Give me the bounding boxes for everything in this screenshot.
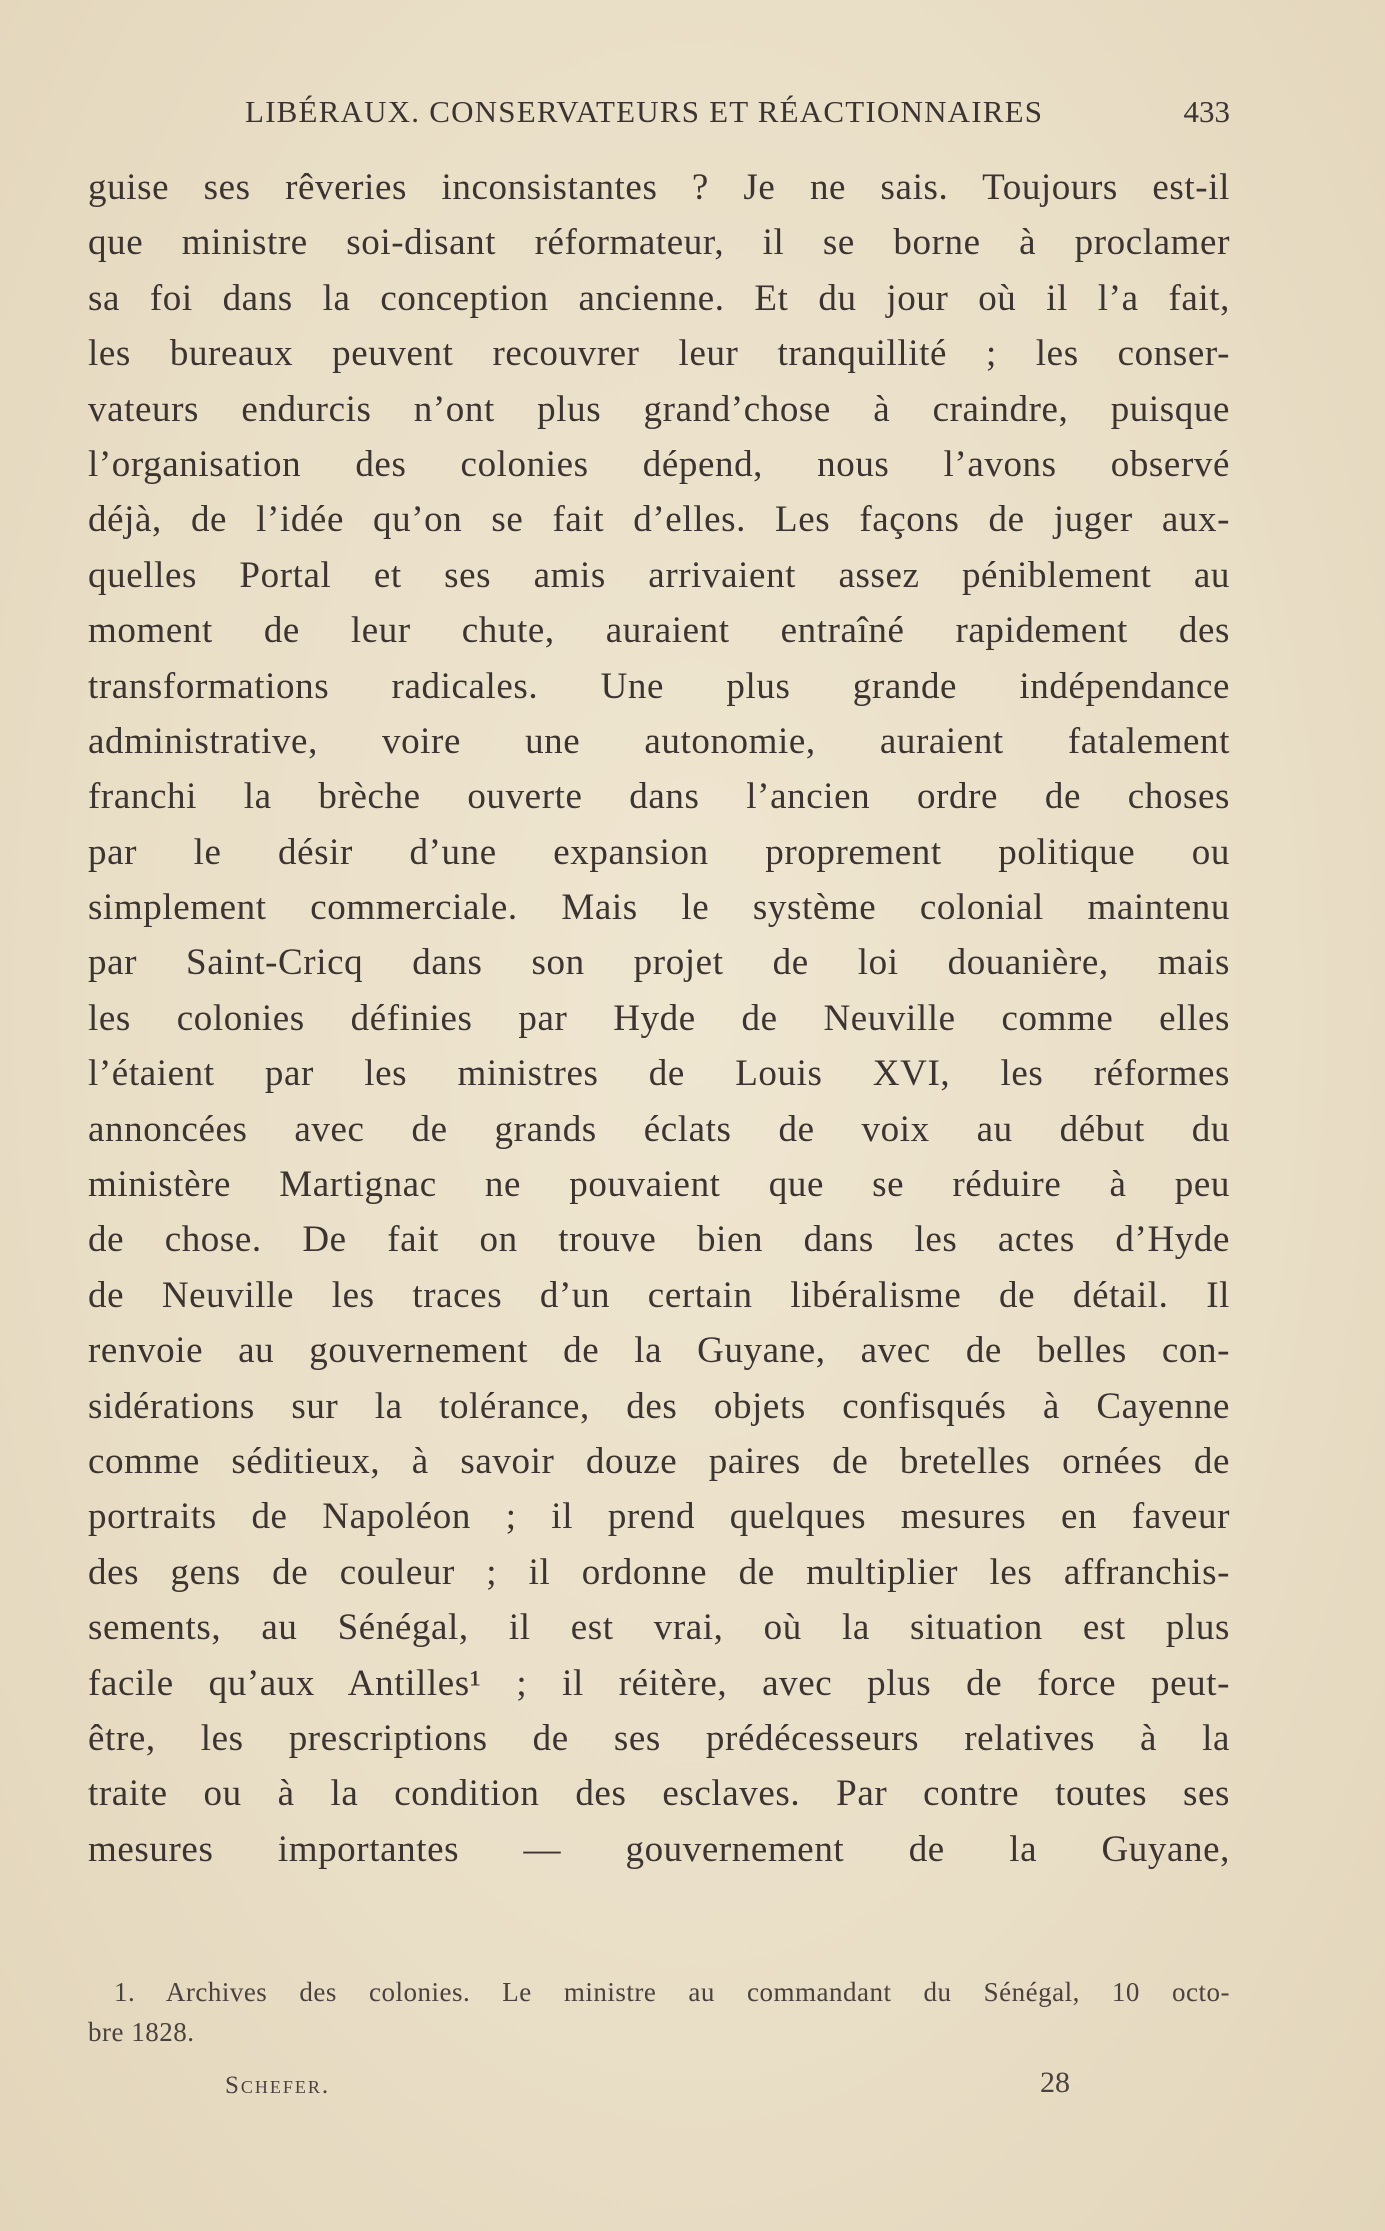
text-line: déjà, de l’idée qu’on se fait d’elles. Les façons de juger aux- [88, 499, 1230, 541]
text-line: franchi la brèche ouverte dans l’ancien ordre de choses [88, 776, 1230, 818]
footnote-line: bre 1828. [88, 2017, 195, 2047]
text-line: administrative, voire une autonomie, auraient fatalement [88, 720, 1230, 762]
body-text [88, 160, 1230, 1877]
text-line: renvoie au gouvernement de la Guyane, avec de belles con- [88, 1330, 1230, 1372]
text-line: mesures importantes — gouvernement de la Guyane, [88, 1828, 1230, 1870]
page-number: 433 [1183, 94, 1230, 129]
sheet-number: 28 [1040, 2066, 1070, 2099]
text-line: simplement commerciale. Mais le système colonial maintenu [88, 887, 1230, 929]
text-line: traite ou à la condition des esclaves. Par contre toutes ses [88, 1773, 1230, 1815]
text-line: facile qu’aux Antilles¹ ; il réitère, avec plus de force peut- [88, 1662, 1230, 1704]
footnote [88, 1972, 1230, 2052]
text-line: que ministre soi-disant réformateur, il se borne à proclamer [88, 222, 1230, 264]
text-line: comme séditieux, à savoir douze paires de bretelles ornées de [88, 1440, 1230, 1482]
text-line: moment de leur chute, auraient entraîné rapidement des [88, 610, 1230, 652]
text-line: vateurs endurcis n’ont plus grand’chose à craindre, puisque [88, 388, 1230, 430]
text-line: ministère Martignac ne pouvaient que se réduire à peu [88, 1164, 1230, 1206]
text-line: être, les prescriptions de ses prédécesseurs relatives à la [88, 1717, 1230, 1759]
page-header [88, 88, 1230, 138]
footnote-line: 1. Archives des colonies. Le ministre au commandant du Sénégal, 10 octo- [114, 1977, 1230, 2007]
text-line: l’étaient par les ministres de Louis XVI, les réformes [88, 1053, 1230, 1095]
text-line: de Neuville les traces d’un certain libéralisme de détail. Il [88, 1274, 1230, 1316]
text-line: les colonies définies par Hyde de Neuville comme elles [88, 997, 1230, 1039]
text-line: sidérations sur la tolérance, des objets confisqués à Cayenne [88, 1385, 1230, 1427]
text-line: guise ses rêveries inconsistantes ? Je ne sais. Toujours est-il [88, 167, 1230, 208]
text-line: annoncées avec de grands éclats de voix au début du [88, 1108, 1230, 1150]
text-line: sa foi dans la conception ancienne. Et du jour où il l’a fait, [88, 277, 1230, 319]
signature-mark: Schefer. [225, 2072, 331, 2099]
text-line: les bureaux peuvent recouvrer leur tranquillité ; les conser- [88, 333, 1230, 375]
text-line: sements, au Sénégal, il est vrai, où la situation est plus [88, 1607, 1230, 1649]
text-line: par Saint-Cricq dans son projet de loi douanière, mais [88, 942, 1230, 984]
text-line: transformations radicales. Une plus grande indépendance [88, 665, 1230, 707]
text-line: par le désir d’une expansion proprement politique ou [88, 831, 1230, 873]
running-head: LIBÉRAUX. CONSERVATEURS ET RÉACTIONNAIRES [245, 94, 1044, 129]
text-line: des gens de couleur ; il ordonne de multiplier les affranchis- [88, 1551, 1230, 1593]
text-line: quelles Portal et ses amis arrivaient assez péniblement au [88, 554, 1230, 596]
text-line: l’organisation des colonies dépend, nous l’avons observé [88, 443, 1230, 485]
text-line: de chose. De fait on trouve bien dans les actes d’Hyde [88, 1219, 1230, 1261]
text-line: portraits de Napoléon ; il prend quelques mesures en faveur [88, 1496, 1230, 1538]
